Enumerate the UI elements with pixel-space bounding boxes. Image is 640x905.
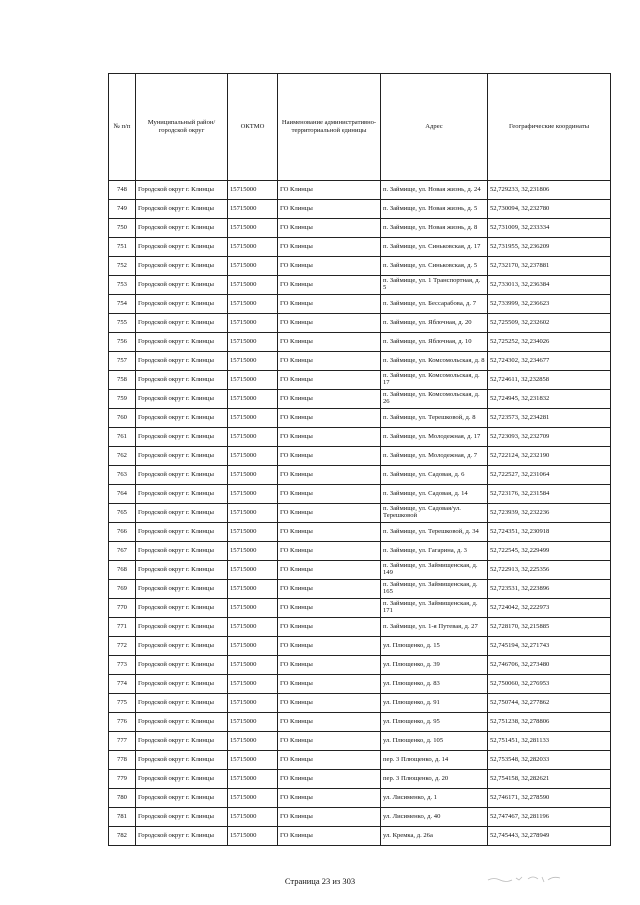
cell-oktmo: 15715000 bbox=[228, 200, 278, 219]
cell-coordinates: 52,723939, 32,232236 bbox=[488, 504, 611, 523]
cell-coordinates: 52,730094, 32,232780 bbox=[488, 200, 611, 219]
cell-admin-unit: ГО Клинцы bbox=[278, 770, 381, 789]
cell-admin-unit: ГО Клинцы bbox=[278, 599, 381, 618]
cell-admin-unit: ГО Клинцы bbox=[278, 276, 381, 295]
cell-municipality: Городской округ г. Клинцы bbox=[136, 675, 228, 694]
cell-row-number: 776 bbox=[109, 713, 136, 732]
table-row bbox=[109, 219, 611, 238]
cell-address: п. Займище, ул. Гагарина, д. 3 bbox=[381, 542, 488, 561]
cell-address: п. Займище, ул. Яблочная, д. 10 bbox=[381, 333, 488, 352]
cell-oktmo: 15715000 bbox=[228, 504, 278, 523]
table-row bbox=[109, 694, 611, 713]
table-row bbox=[109, 200, 611, 219]
cell-row-number: 767 bbox=[109, 542, 136, 561]
cell-oktmo: 15715000 bbox=[228, 561, 278, 580]
table-row bbox=[109, 542, 611, 561]
cell-address: п. Займище, ул. Молодежная, д. 17 bbox=[381, 428, 488, 447]
cell-row-number: 754 bbox=[109, 295, 136, 314]
cell-admin-unit: ГО Клинцы bbox=[278, 485, 381, 504]
cell-row-number: 748 bbox=[109, 181, 136, 200]
cell-coordinates: 52,747467, 32,281196 bbox=[488, 808, 611, 827]
cell-municipality: Городской округ г. Клинцы bbox=[136, 428, 228, 447]
cell-oktmo: 15715000 bbox=[228, 428, 278, 447]
cell-oktmo: 15715000 bbox=[228, 542, 278, 561]
cell-admin-unit: ГО Клинцы bbox=[278, 504, 381, 523]
cell-admin-unit: ГО Клинцы bbox=[278, 314, 381, 333]
cell-municipality: Городской округ г. Клинцы bbox=[136, 390, 228, 409]
cell-oktmo: 15715000 bbox=[228, 808, 278, 827]
cell-admin-unit: ГО Клинцы bbox=[278, 808, 381, 827]
cell-row-number: 781 bbox=[109, 808, 136, 827]
cell-oktmo: 15715000 bbox=[228, 580, 278, 599]
cell-admin-unit: ГО Клинцы bbox=[278, 656, 381, 675]
cell-row-number: 759 bbox=[109, 390, 136, 409]
cell-oktmo: 15715000 bbox=[228, 295, 278, 314]
table-row bbox=[109, 770, 611, 789]
table-row bbox=[109, 276, 611, 295]
cell-municipality: Городской округ г. Клинцы bbox=[136, 618, 228, 637]
cell-admin-unit: ГО Клинцы bbox=[278, 352, 381, 371]
cell-municipality: Городской округ г. Клинцы bbox=[136, 827, 228, 846]
cell-row-number: 769 bbox=[109, 580, 136, 599]
address-table bbox=[108, 73, 611, 846]
cell-address: п. Займище, ул. Комсомольская, д. 8 bbox=[381, 352, 488, 371]
cell-address: п. Займище, ул. Садовая, д. 14 bbox=[381, 485, 488, 504]
cell-admin-unit: ГО Клинцы bbox=[278, 200, 381, 219]
cell-coordinates: 52,723093, 32,232709 bbox=[488, 428, 611, 447]
cell-oktmo: 15715000 bbox=[228, 371, 278, 390]
cell-municipality: Городской округ г. Клинцы bbox=[136, 295, 228, 314]
table-row bbox=[109, 580, 611, 599]
table-row bbox=[109, 333, 611, 352]
cell-admin-unit: ГО Клинцы bbox=[278, 523, 381, 542]
cell-municipality: Городской округ г. Клинцы bbox=[136, 713, 228, 732]
cell-address: п. Займище, ул. Терешковой, д. 8 bbox=[381, 409, 488, 428]
cell-row-number: 763 bbox=[109, 466, 136, 485]
cell-coordinates: 52,731955, 32,236209 bbox=[488, 238, 611, 257]
cell-admin-unit: ГО Клинцы bbox=[278, 694, 381, 713]
cell-address: ул. Плющенко, д. 39 bbox=[381, 656, 488, 675]
page-number: Страница 23 из 303 bbox=[284, 876, 356, 886]
cell-coordinates: 52,728170, 32,215885 bbox=[488, 618, 611, 637]
cell-municipality: Городской округ г. Клинцы bbox=[136, 542, 228, 561]
cell-admin-unit: ГО Клинцы bbox=[278, 713, 381, 732]
cell-row-number: 753 bbox=[109, 276, 136, 295]
cell-address: п. Займище, ул. Новая жизнь, д. 24 bbox=[381, 181, 488, 200]
cell-coordinates: 52,722527, 32,231064 bbox=[488, 466, 611, 485]
table-row bbox=[109, 257, 611, 276]
cell-municipality: Городской округ г. Клинцы bbox=[136, 580, 228, 599]
cell-coordinates: 52,731009, 32,233334 bbox=[488, 219, 611, 238]
cell-oktmo: 15715000 bbox=[228, 827, 278, 846]
cell-municipality: Городской округ г. Клинцы bbox=[136, 523, 228, 542]
cell-coordinates: 52,732170, 32,237881 bbox=[488, 257, 611, 276]
header-municipality: Муниципальный район/городской округ bbox=[136, 74, 228, 181]
cell-row-number: 760 bbox=[109, 409, 136, 428]
table-row bbox=[109, 447, 611, 466]
table-row bbox=[109, 314, 611, 333]
cell-oktmo: 15715000 bbox=[228, 694, 278, 713]
cell-row-number: 768 bbox=[109, 561, 136, 580]
cell-oktmo: 15715000 bbox=[228, 409, 278, 428]
cell-oktmo: 15715000 bbox=[228, 219, 278, 238]
cell-address: ул. Плющенко, д. 105 bbox=[381, 732, 488, 751]
cell-coordinates: 52,733999, 32,236623 bbox=[488, 295, 611, 314]
cell-row-number: 780 bbox=[109, 789, 136, 808]
cell-address: п. Займище, ул. Синьковская, д. 17 bbox=[381, 238, 488, 257]
cell-coordinates: 52,725509, 32,232602 bbox=[488, 314, 611, 333]
cell-coordinates: 52,724611, 32,232858 bbox=[488, 371, 611, 390]
cell-oktmo: 15715000 bbox=[228, 333, 278, 352]
pencil-mark bbox=[486, 871, 566, 885]
cell-admin-unit: ГО Клинцы bbox=[278, 789, 381, 808]
cell-coordinates: 52,746171, 32,278590 bbox=[488, 789, 611, 808]
cell-municipality: Городской округ г. Клинцы bbox=[136, 181, 228, 200]
cell-oktmo: 15715000 bbox=[228, 314, 278, 333]
cell-row-number: 761 bbox=[109, 428, 136, 447]
cell-admin-unit: ГО Клинцы bbox=[278, 827, 381, 846]
cell-coordinates: 52,750060, 32,276953 bbox=[488, 675, 611, 694]
table-row bbox=[109, 485, 611, 504]
header-coordinates: Географические координаты bbox=[488, 74, 611, 181]
cell-row-number: 757 bbox=[109, 352, 136, 371]
table-row bbox=[109, 656, 611, 675]
cell-municipality: Городской округ г. Клинцы bbox=[136, 352, 228, 371]
table-row bbox=[109, 618, 611, 637]
cell-row-number: 778 bbox=[109, 751, 136, 770]
cell-address: п. Займище, ул. Займищенская, д. 171 bbox=[381, 599, 488, 618]
cell-oktmo: 15715000 bbox=[228, 390, 278, 409]
cell-admin-unit: ГО Клинцы bbox=[278, 580, 381, 599]
cell-coordinates: 52,723176, 32,231584 bbox=[488, 485, 611, 504]
cell-coordinates: 52,722913, 32,225356 bbox=[488, 561, 611, 580]
cell-admin-unit: ГО Клинцы bbox=[278, 732, 381, 751]
cell-oktmo: 15715000 bbox=[228, 257, 278, 276]
cell-admin-unit: ГО Клинцы bbox=[278, 428, 381, 447]
cell-oktmo: 15715000 bbox=[228, 637, 278, 656]
cell-address: п. Займище, ул. Садовая/ул. Терешковой bbox=[381, 504, 488, 523]
cell-oktmo: 15715000 bbox=[228, 466, 278, 485]
table-row bbox=[109, 371, 611, 390]
cell-address: п. Займище, ул. Садовая, д. 6 bbox=[381, 466, 488, 485]
table-row bbox=[109, 751, 611, 770]
cell-row-number: 766 bbox=[109, 523, 136, 542]
cell-municipality: Городской округ г. Клинцы bbox=[136, 409, 228, 428]
cell-address: п. Займище, ул. Займищенская, д. 149 bbox=[381, 561, 488, 580]
cell-admin-unit: ГО Клинцы bbox=[278, 257, 381, 276]
cell-admin-unit: ГО Клинцы bbox=[278, 637, 381, 656]
cell-coordinates: 52,750744, 32,277862 bbox=[488, 694, 611, 713]
cell-admin-unit: ГО Клинцы bbox=[278, 542, 381, 561]
cell-row-number: 764 bbox=[109, 485, 136, 504]
cell-oktmo: 15715000 bbox=[228, 656, 278, 675]
cell-municipality: Городской округ г. Клинцы bbox=[136, 504, 228, 523]
table-row bbox=[109, 238, 611, 257]
cell-municipality: Городской округ г. Клинцы bbox=[136, 466, 228, 485]
cell-row-number: 777 bbox=[109, 732, 136, 751]
table-row bbox=[109, 561, 611, 580]
cell-admin-unit: ГО Клинцы bbox=[278, 466, 381, 485]
table-row bbox=[109, 181, 611, 200]
cell-municipality: Городской округ г. Клинцы bbox=[136, 257, 228, 276]
cell-address: п. Займище, ул. 1-я Путевая, д. 27 bbox=[381, 618, 488, 637]
cell-address: ул. Лисименко, д. 1 bbox=[381, 789, 488, 808]
cell-admin-unit: ГО Клинцы bbox=[278, 751, 381, 770]
cell-admin-unit: ГО Клинцы bbox=[278, 219, 381, 238]
cell-admin-unit: ГО Клинцы bbox=[278, 333, 381, 352]
cell-oktmo: 15715000 bbox=[228, 789, 278, 808]
cell-municipality: Городской округ г. Клинцы bbox=[136, 656, 228, 675]
cell-oktmo: 15715000 bbox=[228, 599, 278, 618]
cell-coordinates: 52,751451, 32,281133 bbox=[488, 732, 611, 751]
cell-row-number: 756 bbox=[109, 333, 136, 352]
cell-address: п. Займище, ул. Комсомольская, д. 17 bbox=[381, 371, 488, 390]
table-row bbox=[109, 409, 611, 428]
cell-address: п. Займище, ул. Яблочная, д. 20 bbox=[381, 314, 488, 333]
header-address: Адрес bbox=[381, 74, 488, 181]
cell-oktmo: 15715000 bbox=[228, 770, 278, 789]
cell-municipality: Городской округ г. Клинцы bbox=[136, 770, 228, 789]
cell-coordinates: 52,746706, 32,273480 bbox=[488, 656, 611, 675]
cell-municipality: Городской округ г. Клинцы bbox=[136, 694, 228, 713]
cell-admin-unit: ГО Клинцы bbox=[278, 371, 381, 390]
table-row bbox=[109, 808, 611, 827]
table-row bbox=[109, 295, 611, 314]
cell-address: ул. Кремка, д. 26а bbox=[381, 827, 488, 846]
cell-address: пер. 3 Плющенко, д. 14 bbox=[381, 751, 488, 770]
cell-coordinates: 52,722124, 32,232190 bbox=[488, 447, 611, 466]
table-row bbox=[109, 675, 611, 694]
cell-oktmo: 15715000 bbox=[228, 181, 278, 200]
cell-row-number: 755 bbox=[109, 314, 136, 333]
table-row bbox=[109, 390, 611, 409]
cell-coordinates: 52,723531, 32,223896 bbox=[488, 580, 611, 599]
cell-address: п. Займище, ул. Молодежная, д. 7 bbox=[381, 447, 488, 466]
cell-row-number: 779 bbox=[109, 770, 136, 789]
cell-municipality: Городской округ г. Клинцы bbox=[136, 561, 228, 580]
cell-admin-unit: ГО Клинцы bbox=[278, 295, 381, 314]
cell-oktmo: 15715000 bbox=[228, 732, 278, 751]
cell-coordinates: 52,733013, 32,236384 bbox=[488, 276, 611, 295]
cell-coordinates: 52,723573, 32,234281 bbox=[488, 409, 611, 428]
table-row bbox=[109, 352, 611, 371]
header-admin-unit: Наименование административно-территориальной единицы bbox=[278, 74, 381, 181]
header-row-number: № п/п bbox=[109, 74, 136, 181]
cell-coordinates: 52,754158, 32,282621 bbox=[488, 770, 611, 789]
cell-coordinates: 52,751238, 32,278806 bbox=[488, 713, 611, 732]
cell-row-number: 749 bbox=[109, 200, 136, 219]
cell-coordinates: 52,724042, 32,222973 bbox=[488, 599, 611, 618]
cell-municipality: Городской округ г. Клинцы bbox=[136, 485, 228, 504]
cell-oktmo: 15715000 bbox=[228, 447, 278, 466]
cell-address: ул. Плющенко, д. 83 bbox=[381, 675, 488, 694]
cell-municipality: Городской округ г. Клинцы bbox=[136, 371, 228, 390]
table-row bbox=[109, 732, 611, 751]
cell-municipality: Городской округ г. Клинцы bbox=[136, 447, 228, 466]
cell-admin-unit: ГО Клинцы bbox=[278, 447, 381, 466]
cell-municipality: Городской округ г. Клинцы bbox=[136, 219, 228, 238]
table-row bbox=[109, 466, 611, 485]
table-row bbox=[109, 637, 611, 656]
table-header-row bbox=[109, 74, 611, 181]
cell-address: п. Займище, ул. 1 Транспортная, д. 5 bbox=[381, 276, 488, 295]
table-row bbox=[109, 504, 611, 523]
cell-oktmo: 15715000 bbox=[228, 485, 278, 504]
cell-row-number: 762 bbox=[109, 447, 136, 466]
cell-admin-unit: ГО Клинцы bbox=[278, 409, 381, 428]
cell-oktmo: 15715000 bbox=[228, 713, 278, 732]
cell-address: п. Займище, ул. Займищенская, д. 165 bbox=[381, 580, 488, 599]
cell-admin-unit: ГО Клинцы bbox=[278, 675, 381, 694]
cell-address: п. Займище, ул. Новая жизнь, д. 8 bbox=[381, 219, 488, 238]
cell-address: п. Займище, ул. Новая жизнь, д. 5 bbox=[381, 200, 488, 219]
table-row bbox=[109, 827, 611, 846]
cell-admin-unit: ГО Клинцы bbox=[278, 181, 381, 200]
cell-admin-unit: ГО Клинцы bbox=[278, 238, 381, 257]
cell-municipality: Городской округ г. Клинцы bbox=[136, 751, 228, 770]
cell-address: ул. Плющенко, д. 95 bbox=[381, 713, 488, 732]
cell-address: ул. Плющенко, д. 91 bbox=[381, 694, 488, 713]
cell-address: п. Займище, ул. Терешковой, д. 34 bbox=[381, 523, 488, 542]
cell-municipality: Городской округ г. Клинцы bbox=[136, 789, 228, 808]
cell-municipality: Городской округ г. Клинцы bbox=[136, 333, 228, 352]
cell-row-number: 752 bbox=[109, 257, 136, 276]
cell-oktmo: 15715000 bbox=[228, 751, 278, 770]
cell-oktmo: 15715000 bbox=[228, 352, 278, 371]
cell-municipality: Городской округ г. Клинцы bbox=[136, 808, 228, 827]
cell-row-number: 773 bbox=[109, 656, 136, 675]
cell-coordinates: 52,745443, 32,278949 bbox=[488, 827, 611, 846]
cell-address: ул. Плющенко, д. 15 bbox=[381, 637, 488, 656]
cell-coordinates: 52,745194, 32,271743 bbox=[488, 637, 611, 656]
cell-address: ул. Лисименко, д. 40 bbox=[381, 808, 488, 827]
cell-row-number: 750 bbox=[109, 219, 136, 238]
cell-admin-unit: ГО Клинцы bbox=[278, 561, 381, 580]
cell-coordinates: 52,729233, 32,231806 bbox=[488, 181, 611, 200]
cell-municipality: Городской округ г. Клинцы bbox=[136, 238, 228, 257]
cell-municipality: Городской округ г. Клинцы bbox=[136, 314, 228, 333]
cell-coordinates: 52,724945, 32,231832 bbox=[488, 390, 611, 409]
cell-row-number: 774 bbox=[109, 675, 136, 694]
cell-address: п. Займище, ул. Бессарабова, д. 7 bbox=[381, 295, 488, 314]
cell-address: пер. 3 Плющенко, д. 20 bbox=[381, 770, 488, 789]
cell-oktmo: 15715000 bbox=[228, 675, 278, 694]
table-row bbox=[109, 428, 611, 447]
cell-municipality: Городской округ г. Клинцы bbox=[136, 200, 228, 219]
table-row bbox=[109, 523, 611, 542]
table-row bbox=[109, 789, 611, 808]
cell-oktmo: 15715000 bbox=[228, 238, 278, 257]
cell-row-number: 765 bbox=[109, 504, 136, 523]
cell-row-number: 758 bbox=[109, 371, 136, 390]
cell-coordinates: 52,724302, 32,234677 bbox=[488, 352, 611, 371]
cell-address: п. Займище, ул. Комсомольская, д. 26 bbox=[381, 390, 488, 409]
cell-oktmo: 15715000 bbox=[228, 276, 278, 295]
cell-row-number: 751 bbox=[109, 238, 136, 257]
cell-admin-unit: ГО Клинцы bbox=[278, 390, 381, 409]
cell-coordinates: 52,724351, 32,230918 bbox=[488, 523, 611, 542]
cell-row-number: 771 bbox=[109, 618, 136, 637]
table-row bbox=[109, 713, 611, 732]
cell-oktmo: 15715000 bbox=[228, 523, 278, 542]
table-row bbox=[109, 599, 611, 618]
cell-admin-unit: ГО Клинцы bbox=[278, 618, 381, 637]
cell-row-number: 782 bbox=[109, 827, 136, 846]
header-oktmo: ОКТМО bbox=[228, 74, 278, 181]
cell-municipality: Городской округ г. Клинцы bbox=[136, 637, 228, 656]
cell-coordinates: 52,725252, 32,234026 bbox=[488, 333, 611, 352]
cell-municipality: Городской округ г. Клинцы bbox=[136, 276, 228, 295]
cell-coordinates: 52,753548, 32,282033 bbox=[488, 751, 611, 770]
cell-coordinates: 52,722545, 32,229499 bbox=[488, 542, 611, 561]
cell-row-number: 770 bbox=[109, 599, 136, 618]
table-body bbox=[109, 181, 611, 846]
cell-municipality: Городской округ г. Клинцы bbox=[136, 732, 228, 751]
cell-row-number: 775 bbox=[109, 694, 136, 713]
cell-municipality: Городской округ г. Клинцы bbox=[136, 599, 228, 618]
cell-address: п. Займище, ул. Синьковская, д. 5 bbox=[381, 257, 488, 276]
cell-row-number: 772 bbox=[109, 637, 136, 656]
cell-oktmo: 15715000 bbox=[228, 618, 278, 637]
